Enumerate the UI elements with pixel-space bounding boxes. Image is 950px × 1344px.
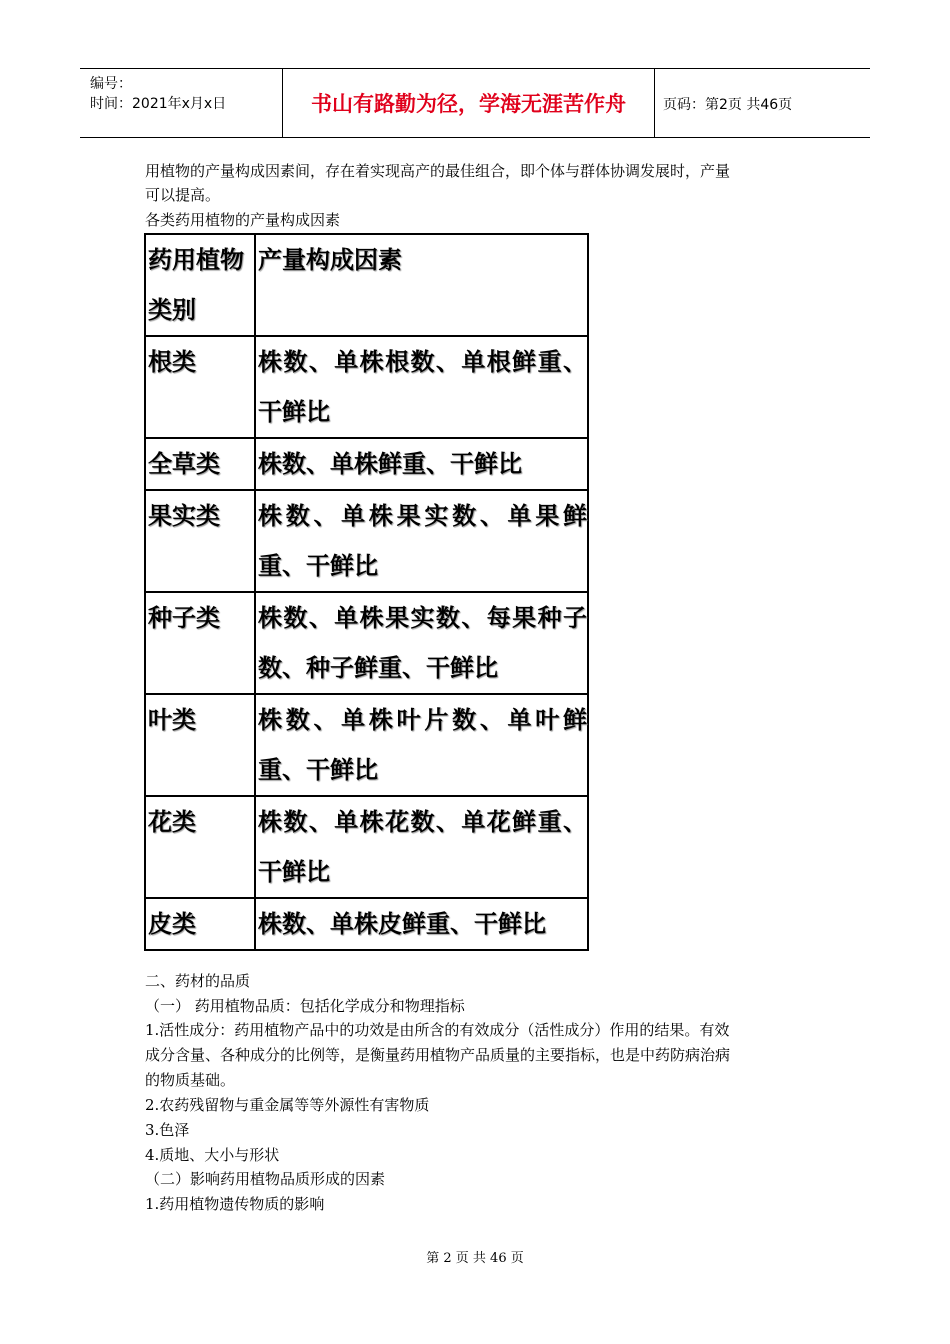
category-text: 根类: [148, 348, 196, 376]
item-2: 2.农药残留物与重金属等等外源性有害物质: [145, 1096, 430, 1114]
table-row: [145, 796, 588, 898]
yield-factors-table: [144, 233, 589, 951]
item-4: 4.质地、大小与形状: [145, 1146, 280, 1164]
page-info: 页码：第2页 共46页: [663, 97, 793, 113]
header-motto-cell: [283, 69, 655, 137]
header-page-cell: [663, 69, 870, 137]
section-2-title: 二、药材的品质: [145, 972, 251, 990]
table-row: [145, 490, 588, 592]
table-row: [145, 336, 588, 438]
table-row: [145, 898, 588, 950]
row-category: [145, 336, 255, 438]
row-category: [145, 490, 255, 592]
row-factors: [255, 438, 588, 490]
time-label: 时间：2021年x月x日: [90, 96, 227, 112]
row-category: [145, 438, 255, 490]
row-factors: [255, 336, 588, 438]
factors-text: 株数、单株鲜重、干鲜比: [258, 450, 522, 478]
header-category: [145, 234, 255, 336]
document-header: [80, 68, 870, 138]
table-row: [145, 438, 588, 490]
header-category-text: 药用植物类别: [148, 246, 244, 324]
motto: 书山有路勤为径，学海无涯苦作舟: [311, 92, 626, 116]
factors-text: 株数、单株果实数、每果种子数、种子鲜重、干鲜比: [258, 604, 587, 682]
category-text: 全草类: [148, 450, 220, 478]
header-meta-cell: [80, 69, 283, 137]
page-footer: 第 2 页 共 46 页: [426, 1251, 524, 1266]
subsection-2-title: （二）影响药用植物品质形成的因素: [145, 1170, 386, 1188]
category-text: 花类: [148, 808, 196, 836]
intro-line-1: 用植物的产量构成因素间，存在着实现高产的最佳组合，即个体与群体协调发展时，产量: [145, 162, 731, 180]
row-category: [145, 796, 255, 898]
subsection-2-item-1: 1.药用植物遗传物质的影响: [145, 1195, 325, 1213]
row-factors: [255, 796, 588, 898]
row-factors: [255, 592, 588, 694]
factors-text: 株数、单株根数、单根鲜重、干鲜比: [258, 348, 587, 426]
item-1-line-2: 成分含量、各种成分的比例等，是衡量药用植物产品质量的主要指标，也是中药防病治病: [145, 1046, 731, 1064]
factors-text: 株数、单株花数、单花鲜重、干鲜比: [258, 808, 587, 886]
row-category: [145, 898, 255, 950]
table-caption: 各类药用植物的产量构成因素: [145, 211, 341, 229]
row-category: [145, 592, 255, 694]
category-text: 果实类: [148, 502, 220, 530]
row-factors: [255, 694, 588, 796]
category-text: 皮类: [148, 910, 196, 938]
item-1-line-3: 的物质基础。: [145, 1071, 236, 1089]
category-text: 叶类: [148, 706, 196, 734]
item-1-line-1: 1.活性成分：药用植物产品中的功效是由所含的有效成分（活性成分）作用的结果。有效: [145, 1021, 730, 1039]
row-factors: [255, 898, 588, 950]
item-3: 3.色泽: [145, 1121, 190, 1139]
code-label: 编号：: [90, 76, 132, 92]
category-text: 种子类: [148, 604, 220, 632]
row-category: [145, 694, 255, 796]
row-factors: [255, 490, 588, 592]
subsection-1-title: （一） 药用植物品质：包括化学成分和物理指标: [145, 997, 465, 1015]
table-header-row: [145, 234, 588, 336]
header-factors-text: 产量构成因素: [258, 246, 402, 274]
factors-text: 株数、单株果实数、单果鲜重、干鲜比: [258, 502, 587, 580]
factors-text: 株数、单株叶片数、单叶鲜重、干鲜比: [258, 706, 587, 784]
intro-line-2: 可以提高。: [145, 186, 221, 204]
table-row: [145, 592, 588, 694]
factors-text: 株数、单株皮鲜重、干鲜比: [258, 910, 546, 938]
header-factors: [255, 234, 588, 336]
table-row: [145, 694, 588, 796]
